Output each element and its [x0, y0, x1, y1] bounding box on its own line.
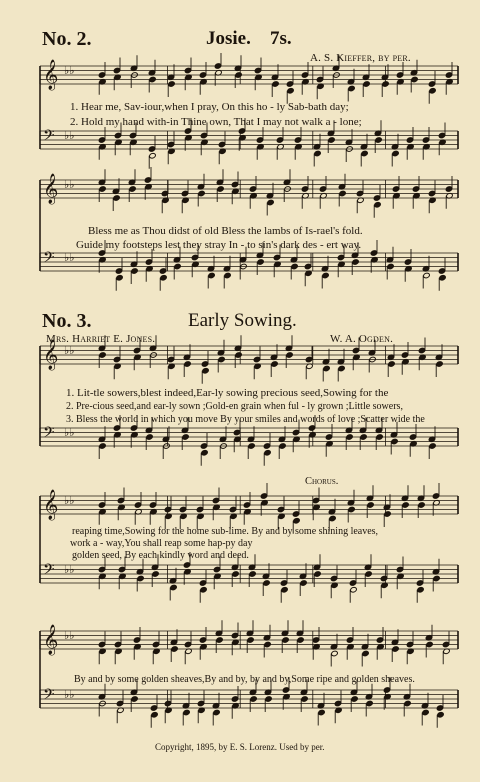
note-head	[366, 700, 373, 706]
flat-sign-icon: ♭♭	[64, 178, 75, 191]
hymn-3-composer: W. A. Ogden.	[330, 333, 394, 345]
note-head	[338, 365, 345, 371]
note-head	[361, 150, 368, 156]
flat-sign-icon: ♭♭	[64, 344, 75, 357]
note-head	[382, 81, 389, 87]
note-head	[247, 637, 254, 643]
note-head	[417, 587, 424, 593]
note-head	[208, 272, 215, 278]
hymn-2-verse-1-line-2: Bless me as Thou didst of old Bless the lambs of Is-rael's fold.	[88, 225, 363, 237]
note-head	[286, 352, 293, 358]
note-head	[171, 646, 178, 652]
note-head	[322, 272, 329, 278]
note-head	[301, 696, 308, 702]
note-head	[331, 650, 338, 656]
hymn-2-verse-2-line-2: Guide my footsteps lest they stray In - to sin's dark des - ert way.	[76, 239, 362, 251]
note-head	[436, 361, 443, 367]
note-head	[426, 641, 433, 647]
note-head	[232, 571, 239, 577]
note-head	[291, 263, 298, 269]
note-head	[363, 81, 370, 87]
treble-clef-icon: 𝄞	[43, 340, 59, 370]
treble-clef-icon: 𝄞	[43, 174, 59, 204]
flat-sign-icon: ♭♭	[64, 129, 75, 142]
note-head	[318, 709, 325, 715]
note-head	[272, 81, 279, 87]
note-head	[184, 361, 191, 367]
note-head	[198, 190, 205, 196]
note-head	[131, 696, 138, 702]
note-head	[248, 443, 255, 449]
hymn-3-number: No. 3.	[42, 310, 92, 332]
note-head	[279, 443, 286, 449]
note-head	[146, 434, 153, 440]
flat-sign-icon: ♭♭	[64, 563, 75, 576]
note-head	[217, 186, 224, 192]
note-head	[384, 511, 391, 517]
note-head	[367, 502, 374, 508]
copyright-notice: Copyright, 1895, by E. S. Lorenz. Used by per.	[155, 742, 325, 752]
bass-clef-icon: 𝄢	[43, 249, 55, 270]
note-head	[422, 709, 429, 715]
note-head	[411, 76, 418, 82]
note-head	[160, 275, 167, 281]
note-head	[263, 580, 270, 586]
note-head	[300, 580, 307, 586]
note-head	[348, 85, 355, 91]
note-head	[99, 186, 106, 192]
note-head	[116, 275, 123, 281]
note-head	[168, 81, 175, 87]
treble-clef-icon: 𝄞	[43, 625, 59, 655]
note-head	[387, 263, 394, 269]
note-head	[293, 518, 300, 524]
note-head	[297, 637, 304, 643]
note-head	[282, 637, 289, 643]
note-head	[388, 361, 395, 367]
note-head	[265, 696, 272, 702]
treble-clef-icon: 𝄞	[43, 60, 59, 90]
note-head	[392, 646, 399, 652]
hymn-3-verse-3-line-2: golden seed, By each kindly word and deed.	[72, 550, 249, 561]
note-head	[346, 434, 353, 440]
note-head	[360, 434, 367, 440]
note-head	[257, 259, 264, 265]
hymn-3-verse-3-line-1: 3. Bless the world in which you move By your smiles and words of love ;Scatter wide the	[66, 414, 425, 425]
note-head	[182, 434, 189, 440]
note-head	[271, 361, 278, 367]
note-head	[224, 272, 231, 278]
hymn-3-title: Early Sowing.	[188, 310, 297, 331]
note-head	[218, 356, 225, 362]
hymn-2-verse-1-line-1: 1. Hear me, Sav-iour,when I pray, On this ho - ly Sab-bath day;	[70, 101, 349, 113]
note-head	[235, 72, 242, 78]
hymn-2-verse-2-line-1: 2. Hold my hand with-in Thine own, That I may not walk a - lone;	[70, 116, 362, 128]
note-head	[235, 352, 242, 358]
note-head	[375, 137, 382, 143]
note-head	[267, 199, 274, 205]
note-head	[152, 571, 159, 577]
note-head	[362, 650, 369, 656]
note-head	[352, 259, 359, 265]
flat-sign-icon: ♭♭	[64, 64, 75, 77]
note-head	[423, 272, 430, 278]
note-head	[376, 434, 383, 440]
note-head	[348, 506, 355, 512]
note-head	[314, 150, 321, 156]
note-head	[137, 575, 144, 581]
note-head	[174, 263, 181, 269]
hymn-2-number: No. 2.	[42, 28, 92, 50]
bass-clef-icon: 𝄢	[43, 424, 55, 445]
note-head	[201, 450, 208, 456]
note-head	[250, 696, 257, 702]
note-head	[429, 88, 436, 94]
note-head	[314, 571, 321, 577]
note-head	[200, 587, 207, 593]
note-head	[433, 575, 440, 581]
note-head	[249, 571, 256, 577]
note-head	[392, 150, 399, 156]
note-head	[281, 587, 288, 593]
note-head	[328, 137, 335, 143]
note-head	[329, 515, 336, 521]
hymn-3-chorus-line: By and by some golden sheaves,By and by, by and by,Some ripe and golden sheaves.	[74, 674, 415, 685]
hymn-3-verse-1-line-1: 1. Lit-tle sowers,blest indeed,Ear-ly sowing precious seed,Sowing for the	[66, 387, 389, 399]
note-head	[113, 195, 120, 201]
hymn-2-composer: A. S. Kieffer, by per.	[310, 52, 411, 64]
note-head	[149, 76, 156, 82]
hymn-2-meter: 7s.	[270, 28, 292, 49]
note-head	[404, 700, 411, 706]
flat-sign-icon: ♭♭	[64, 426, 75, 439]
note-head	[429, 443, 436, 449]
flat-sign-icon: ♭♭	[64, 688, 75, 701]
note-head	[183, 709, 190, 715]
note-head	[131, 268, 138, 274]
note-head	[365, 571, 372, 577]
note-head	[402, 502, 409, 508]
hymn-3-author: Mrs. Harriet E. Jones.	[46, 333, 156, 345]
note-head	[323, 365, 330, 371]
hymn-2-title: Josie.	[206, 28, 251, 49]
flat-sign-icon: ♭♭	[64, 251, 75, 264]
note-head	[287, 88, 294, 94]
hymn-3-verse-2-line-2: work a - way,You shall reap some hap-py day	[70, 538, 253, 549]
note-head	[391, 438, 398, 444]
treble-clef-icon: 𝄞	[43, 490, 59, 520]
note-head	[437, 712, 444, 718]
flat-sign-icon: ♭♭	[64, 494, 75, 507]
bass-clef-icon: 𝄢	[43, 561, 55, 582]
note-head	[216, 637, 223, 643]
note-head	[149, 153, 156, 159]
note-head	[439, 275, 446, 281]
note-head	[129, 186, 136, 192]
note-head	[213, 709, 220, 715]
note-head	[351, 696, 358, 702]
bass-clef-icon: 𝄢	[43, 686, 55, 707]
note-head	[99, 443, 106, 449]
note-head	[350, 587, 357, 593]
note-head	[170, 584, 177, 590]
note-head	[418, 502, 425, 508]
note-head	[202, 368, 209, 374]
hymn-3-verse-2-line-1: 2. Pre-cious seed,and ear-ly sown ;Gold-en grain when ful - ly grown ;Little sowers,	[66, 401, 403, 412]
hymn-3-chorus-label: Chorus.	[305, 476, 339, 487]
note-head	[339, 190, 346, 196]
note-head	[264, 641, 271, 647]
bass-clef-icon: 𝄢	[43, 127, 55, 148]
flat-sign-icon: ♭♭	[64, 629, 75, 642]
hymn-3-verse-1-line-2: reaping time,Sowing for the home sub-lime. By and by some shining leaves,	[72, 526, 379, 537]
note-head	[264, 450, 271, 456]
note-head	[374, 202, 381, 208]
note-head	[99, 352, 106, 358]
note-head	[151, 712, 158, 718]
